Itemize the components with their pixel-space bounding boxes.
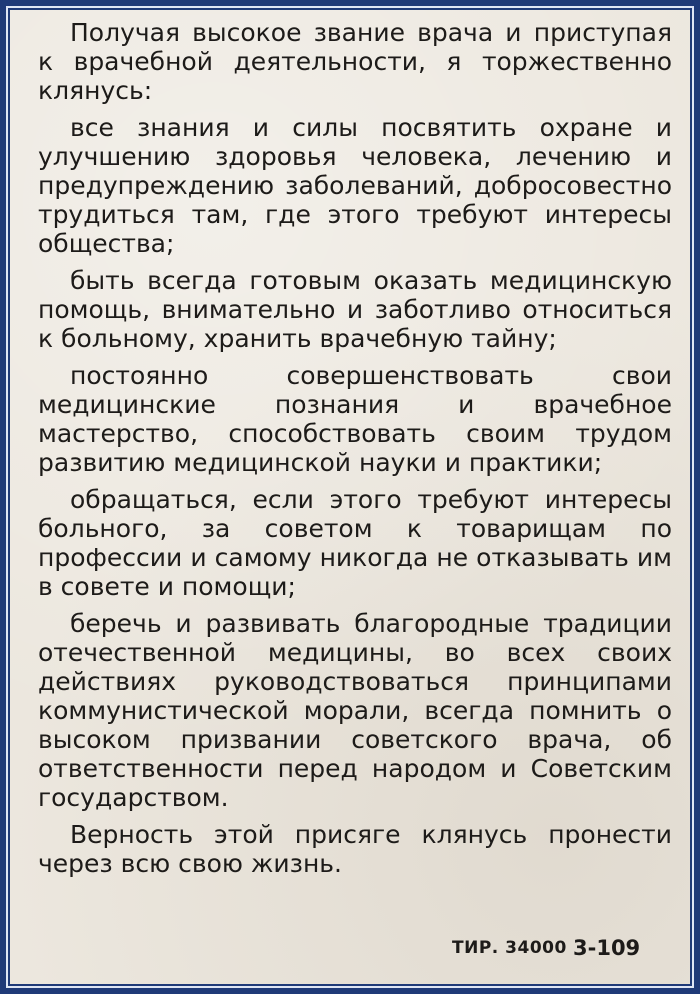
- oath-intro: Получая высокое звание врача и приступая к врачебной деятельности, я торжественно клянусь:: [38, 18, 672, 105]
- print-footer: [10, 936, 690, 966]
- oath-closing: Верность этой присяге клянусь пронести через всю свою жизнь.: [38, 820, 672, 878]
- oath-paragraph: обращаться, если этого требуют интересы больного, за советом к товарищам по профессии и самому никогда не отказывать им в совете и помощи;: [38, 485, 672, 601]
- print-run: ТИР. 34000: [452, 938, 567, 958]
- oath-paragraph: все знания и силы посвятить охране и улучшению здоровья человека, лечению и предупреждению заболеваний, добросовестно трудиться там, где этого требуют интересы общества;: [38, 113, 672, 258]
- print-code: 3-109: [573, 936, 641, 960]
- oath-paragraph: быть всегда готовым оказать медицинскую помощь, внимательно и заботливо относиться к больному, хранить врачебную тайну;: [38, 266, 672, 353]
- oath-text: [38, 18, 672, 886]
- oath-paragraph: постоянно совершенствовать свои медицинские познания и врачебное мастерство, способствовать своим трудом развитию медицинской науки и практики;: [38, 361, 672, 477]
- oath-paragraph: беречь и развивать благородные традиции отечественной медицины, во всех своих действиях руководствоваться принципами коммунистической морали, всегда помнить о высоком призвании советского врача, об ответственности перед народом и Советским государством.: [38, 609, 672, 812]
- document-page: [10, 10, 690, 984]
